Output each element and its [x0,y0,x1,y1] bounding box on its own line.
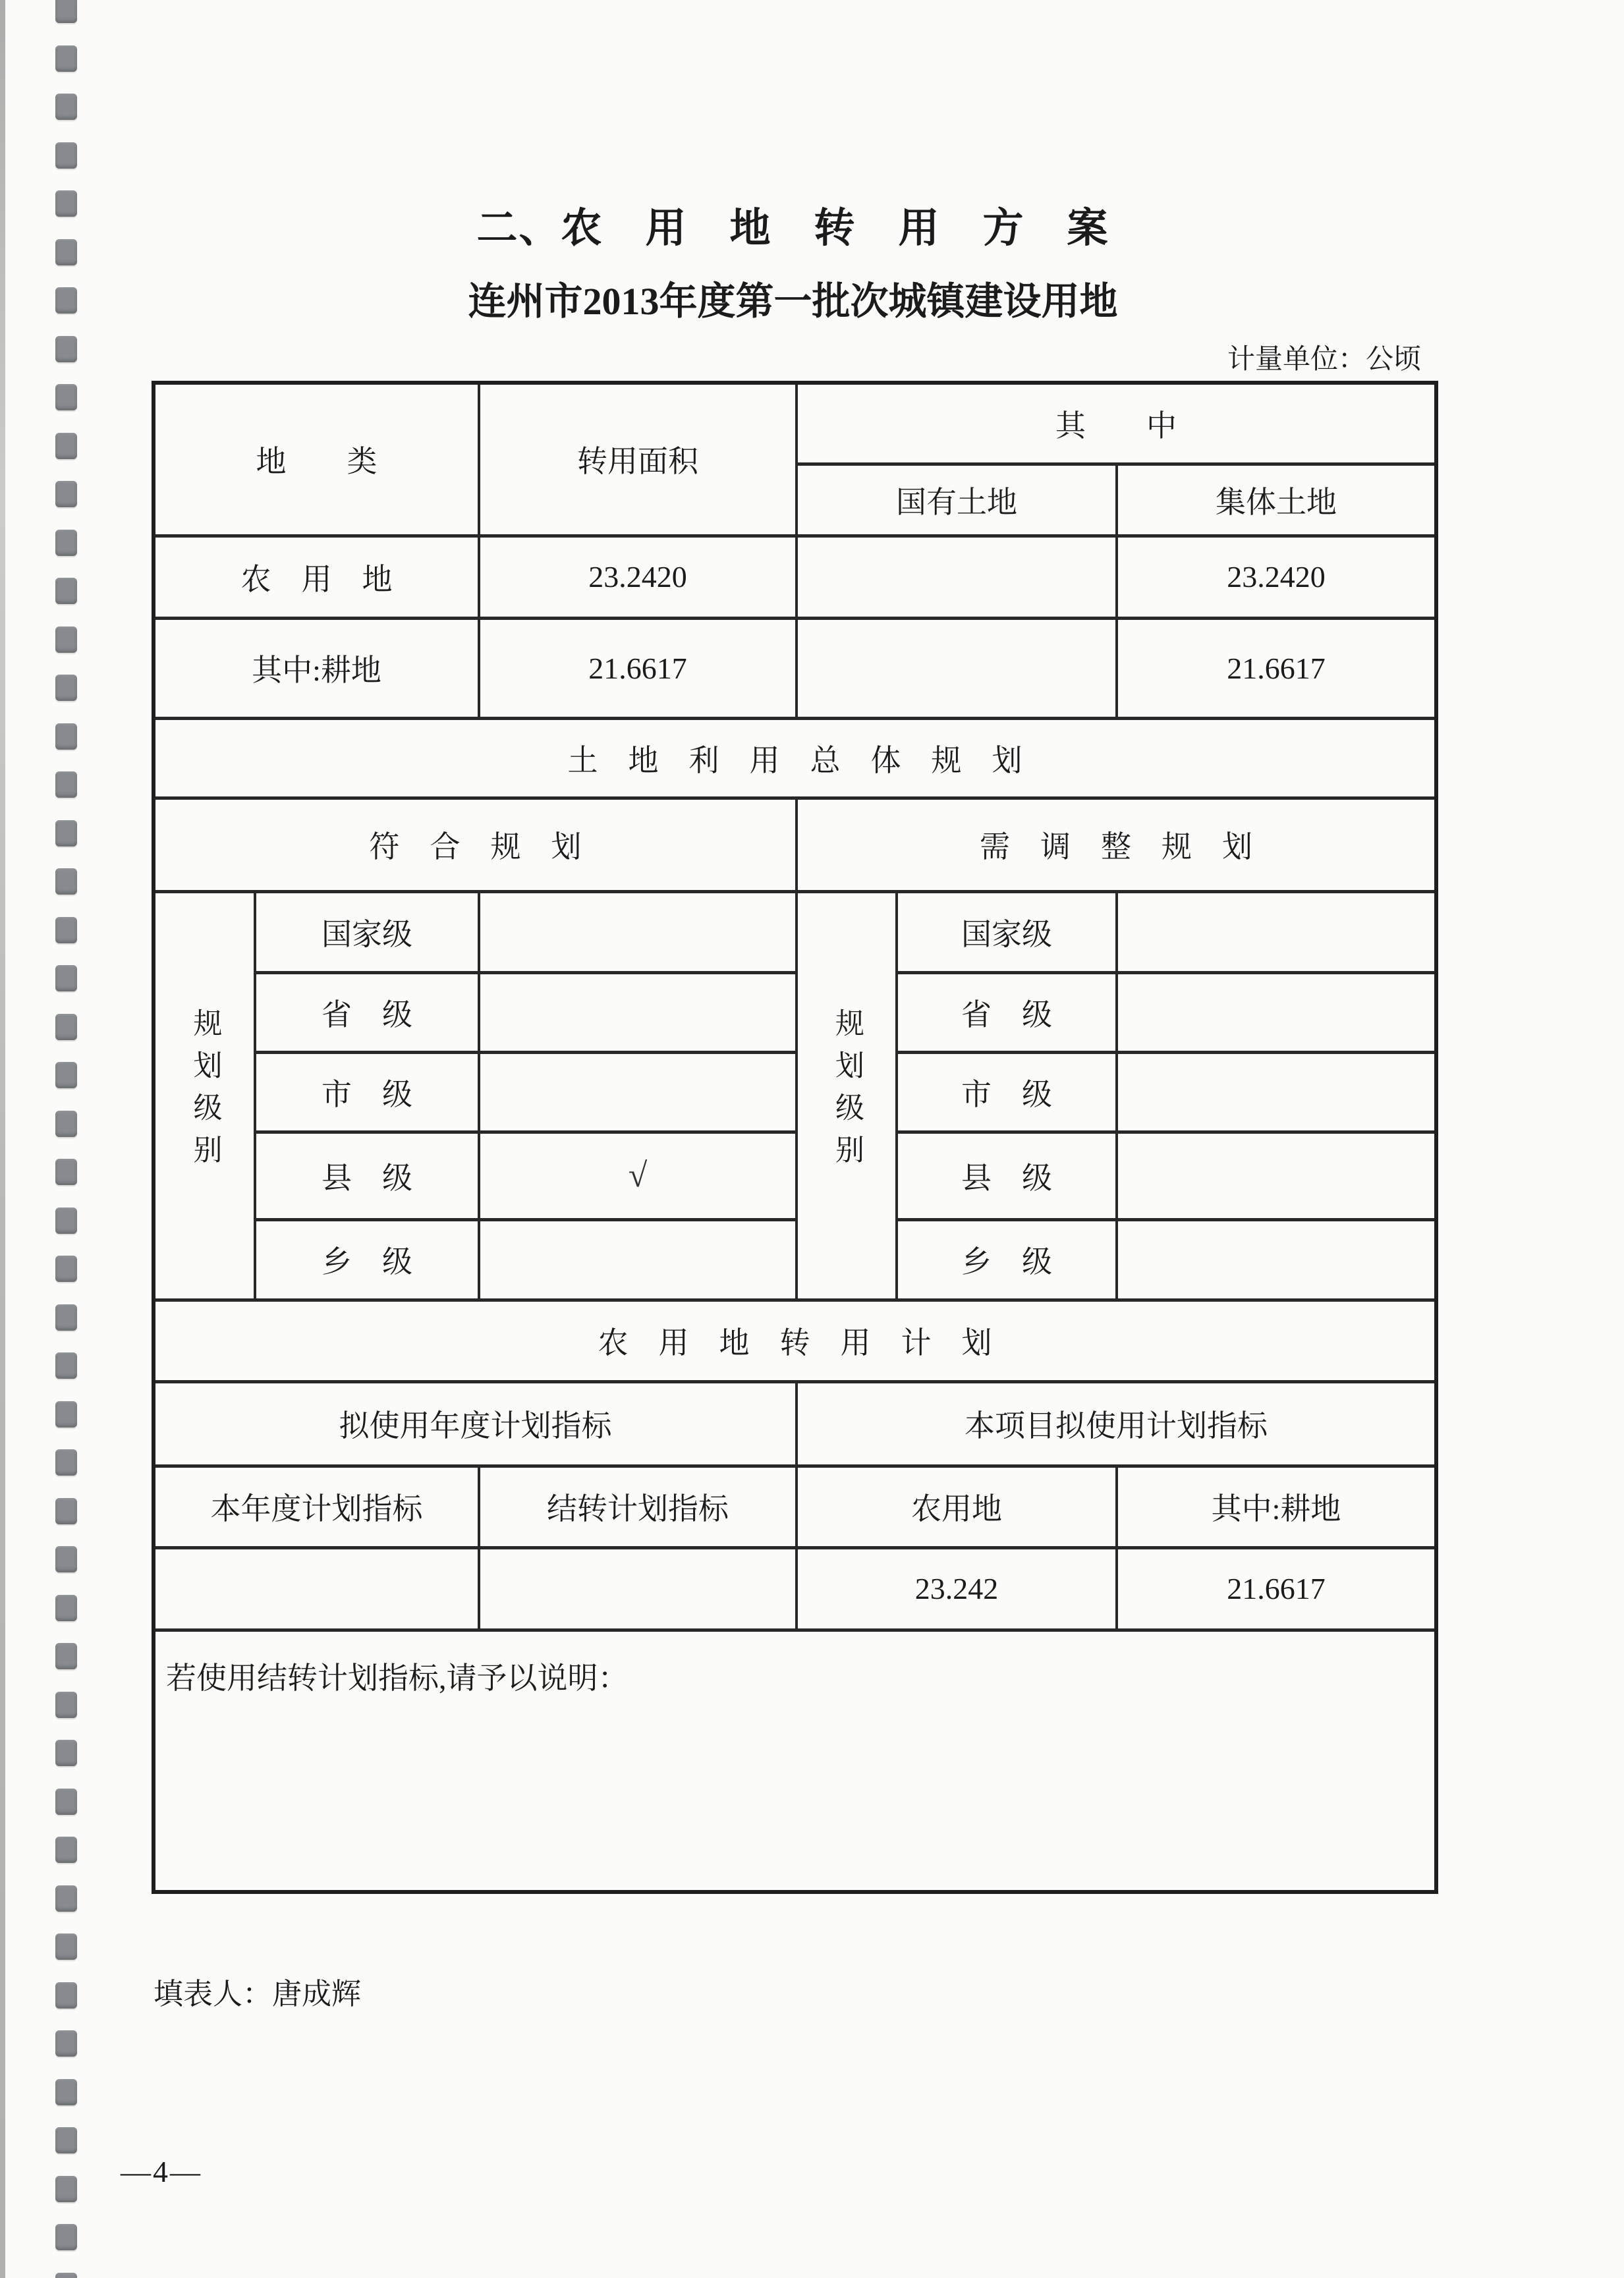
conform-level-county-checkmark: √ [479,1132,797,1219]
plan-cultivated-land-header: 其中:耕地 [1117,1466,1436,1547]
cultivated-land-label: 其中:耕地 [154,618,479,718]
conform-level-axis-label [154,891,255,1300]
binder-hole [55,0,77,23]
binder-hole [55,1789,77,1815]
adjust-level-township-value [1117,1219,1436,1300]
binder-hole [55,530,77,556]
binder-hole [55,384,77,410]
header-land-type: 地 类 [154,383,479,536]
binder-hole [55,578,77,604]
table-row-level-provincial [154,972,1436,1052]
form-title: 二、农 用 地 转 用 方 案 [476,206,1109,251]
table-row [154,1630,1436,1892]
binder-hole [55,1740,77,1766]
binder-hole [55,1546,77,1572]
binder-hole [55,1159,77,1185]
table-row [154,383,1436,464]
binder-hole [55,1304,77,1331]
binder-hole [55,868,77,895]
plan-agricultural-land-header: 农用地 [797,1466,1117,1547]
carryover-note-cell: 若使用结转计划指标,请予以说明： [154,1630,1436,1892]
cultivated-land-area: 21.6617 [479,618,797,718]
conform-level-provincial-value [479,972,797,1052]
binder-hole [55,239,77,265]
binder-hole [55,45,77,72]
table-row [154,798,1436,891]
table-row-plan-values [154,1547,1436,1630]
section-overall-plan-title: 土 地 利 用 总 体 规 划 [154,718,1436,798]
cultivated-land-state-owned [797,618,1117,718]
table-row [154,718,1436,798]
binder-hole [55,190,77,217]
binder-hole [55,1643,77,1669]
binder-hole [55,820,77,847]
adjust-level-township-label: 乡 级 [897,1219,1117,1300]
binder-hole [55,2127,77,2153]
conform-level-county-label: 县 级 [255,1132,479,1219]
table-row-agricultural-land [154,536,1436,618]
adjust-plan-header: 需 调 整 规 划 [797,798,1436,891]
binder-hole [55,336,77,362]
agricultural-land-label: 农 用 地 [154,536,479,618]
project-quota-header: 本项目拟使用计划指标 [797,1381,1436,1466]
annual-quota-header: 拟使用年度计划指标 [154,1381,797,1466]
agricultural-land-collective: 23.2420 [1117,536,1436,618]
binder-hole [55,433,77,459]
binder-hole [55,1449,77,1476]
adjust-level-provincial-label: 省 级 [897,972,1117,1052]
binder-hole [55,481,77,507]
binder-hole [55,2030,77,2057]
binder-hole [55,1208,77,1234]
conform-level-national-label: 国家级 [255,891,479,972]
adjust-level-city-value [1117,1052,1436,1132]
measurement-unit-note: 计量单位：公顷 [1227,345,1421,375]
form-subtitle: 连州市2013年度第一批次城镇建设用地 [468,280,1118,323]
cultivated-land-collective: 21.6617 [1117,618,1436,718]
table-row-level-county [154,1132,1436,1219]
binder-hole [55,1885,77,1912]
binder-hole [55,1401,77,1428]
page-number: —4— [121,2155,202,2188]
binder-hole [55,1498,77,1524]
conform-level-city-value [479,1052,797,1132]
binder-hole [55,1837,77,1863]
current-year-quota-header: 本年度计划指标 [154,1466,479,1547]
binder-hole [55,1595,77,1621]
conform-plan-header: 符 合 规 划 [154,798,797,891]
conform-level-township-value [479,1219,797,1300]
binder-hole [55,1692,77,1718]
binder-hole [55,2079,77,2105]
binder-hole [55,965,77,991]
table-row [154,1466,1436,1547]
table-row-level-city [154,1052,1436,1132]
binder-hole [55,723,77,750]
binder-hole [55,94,77,120]
binder-hole [55,917,77,943]
carryover-quota-header: 结转计划指标 [479,1466,797,1547]
scan-edge-shadow [0,0,5,2278]
header-conversion-area: 转用面积 [479,383,797,536]
binder-hole [55,1352,77,1379]
header-among: 其 中 [797,383,1436,464]
adjust-level-national-label: 国家级 [897,891,1117,972]
header-collective-land: 集体土地 [1117,464,1436,536]
form-table [152,381,1438,1894]
section-conversion-plan-title: 农 用 地 转 用 计 划 [154,1300,1436,1381]
plan-agricultural-land-value: 23.242 [797,1547,1117,1630]
adjust-level-national-value [1117,891,1436,972]
binder-hole [55,142,77,169]
table-row-cultivated-land [154,618,1436,718]
binder-hole [55,1111,77,1137]
header-state-owned-land: 国有土地 [797,464,1117,536]
table-row [154,1300,1436,1381]
binder-hole [55,1062,77,1088]
binder-hole [55,2273,77,2278]
adjust-level-provincial-value [1117,972,1436,1052]
conform-level-provincial-label: 省 级 [255,972,479,1052]
conform-level-township-label: 乡 级 [255,1219,479,1300]
current-year-quota-value [154,1547,479,1630]
adjust-level-city-label: 市 级 [897,1052,1117,1132]
conform-level-national-value [479,891,797,972]
adjust-level-county-label: 县 级 [897,1132,1117,1219]
conform-level-city-label: 市 级 [255,1052,479,1132]
adjust-level-axis-label [797,891,897,1300]
binder-hole [55,1982,77,2009]
plan-cultivated-land-value: 21.6617 [1117,1547,1436,1630]
carryover-quota-value [479,1547,797,1630]
table-row-level-township [154,1219,1436,1300]
binder-hole [55,2224,77,2250]
binder-hole [55,675,77,701]
binder-hole [55,1256,77,1282]
agricultural-land-area: 23.2420 [479,536,797,618]
agricultural-land-state-owned [797,536,1117,618]
vertical-label: 规划级别 [831,1007,863,1177]
table-row [154,1381,1436,1466]
vertical-label: 规划级别 [188,1007,221,1177]
binder-hole [55,1933,77,1960]
land-conversion-form-table [152,381,1438,1894]
preparer-line: 填表人：唐成辉 [154,1978,362,2011]
binder-hole [55,626,77,653]
adjust-level-county-value [1117,1132,1436,1219]
binder-hole [55,2176,77,2202]
binder-hole [55,771,77,798]
table-row-level-national [154,891,1436,972]
binder-hole [55,1014,77,1040]
binder-hole [55,287,77,314]
